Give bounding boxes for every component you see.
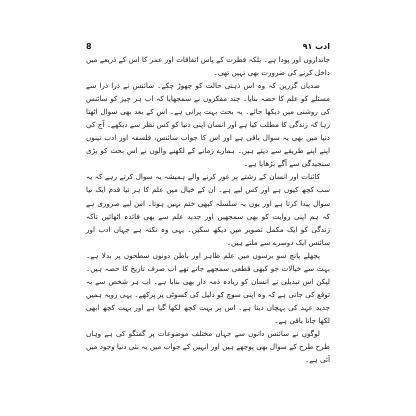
page-body <box>86 53 330 366</box>
paragraph: لوگوں نے سائنس دانوں سے جہاں مختلف موضوعات پر گفتگو کی ہے وہاں طرح طرح کے سوال بھی پوچھے ہیں اور انہیں کے جواب میں یہ نئی دنیا وجود میں آئی ہے۔ <box>86 328 330 365</box>
running-title: ادب ۹۱ <box>302 41 330 51</box>
paragraph: پچھلے پانچ سو برسوں میں علم ظاہر اور باطن دونوں سطحوں پر بدلا ہے۔ بہت سے خیالات جو کبھی قطعی سمجھے جاتے تھے اب صرف تاریخ کا حصہ ہیں۔ لیکن اس تبدیلی نے انسان کو زیادہ ذمہ دار بھی بنایا ہے۔ اب ہر شخص سے یہ توقع کی جاتی ہے کہ وہ اپنی سوچ کو دلیل کی کسوٹی پر پرکھے۔ یہی رویہ ہمیں جدید عہد کی پہچان دیتا ہے۔ اس پر بہت کچھ لکھا گیا ہے اور بہت کچھ ابھی لکھا جانا باقی ہے۔ <box>86 250 330 325</box>
paragraph: صدیاں گزریں کہ وہ اس ذہنی حالت کو چھوڑ چکے۔ سائنس نے ذرا ذرا سے مسئلے کو علم کا حصہ بنایا۔ چند مفکروں نے سمجھایا کہ اب ہر چیز کو سائنس کی روشنی میں دیکھا جائے۔ یہ بحث بہت پرانی ہے۔ اس کے بعد بھی سوال اٹھتا رہا کہ زندگی کا مطلب کیا ہے اور انسان اپنی دنیا کو کس نظر سے دیکھے۔ آج کی دنیا میں بھی یہ سوال باقی ہے اور اس کا جواب سائنس، فلسفہ اور ادب تینوں اپنے اپنے طریقے سے دیتے ہیں۔ ہمارے زمانے کے لکھنے والوں نے اس بحث کو بڑی سنجیدگی سے آگے بڑھایا ہے۔ <box>86 81 330 169</box>
paragraph: جانداروں اور پودا ہے۔ بلکہ فطرت کے پاس اتفاقات اور عمر کا اس کے ذریعے میں داخل کرنے کی ضرورت بھی نہیں تھی۔ <box>86 55 330 78</box>
page-number: 8 <box>86 41 92 51</box>
page-header <box>86 40 330 52</box>
paragraph: کائنات اور انسان کے رشتے پر غور کرنے والے ہمیشہ یہ سوال کرتے رہے کہ یہ سب کچھ کیوں ہے اور کس لیے ہے۔ ان کے خیال میں علم کا ہر نیا قدم ایک نیا سوال پیدا کرتا ہے اور یوں یہ سلسلہ کبھی ختم نہیں ہوتا۔ اس لیے ضروری ہے کہ ہم اپنی روایت کو بھی سمجھیں اور جدید علم سے بھی فائدہ اٹھائیں تاکہ زندگی کو ایک مکمل تصویر میں دیکھ سکیں۔ یہی وہ نکتہ ہے جہاں ادب اور سائنس ایک دوسرے سے ملتے ہیں۔ <box>86 172 330 247</box>
